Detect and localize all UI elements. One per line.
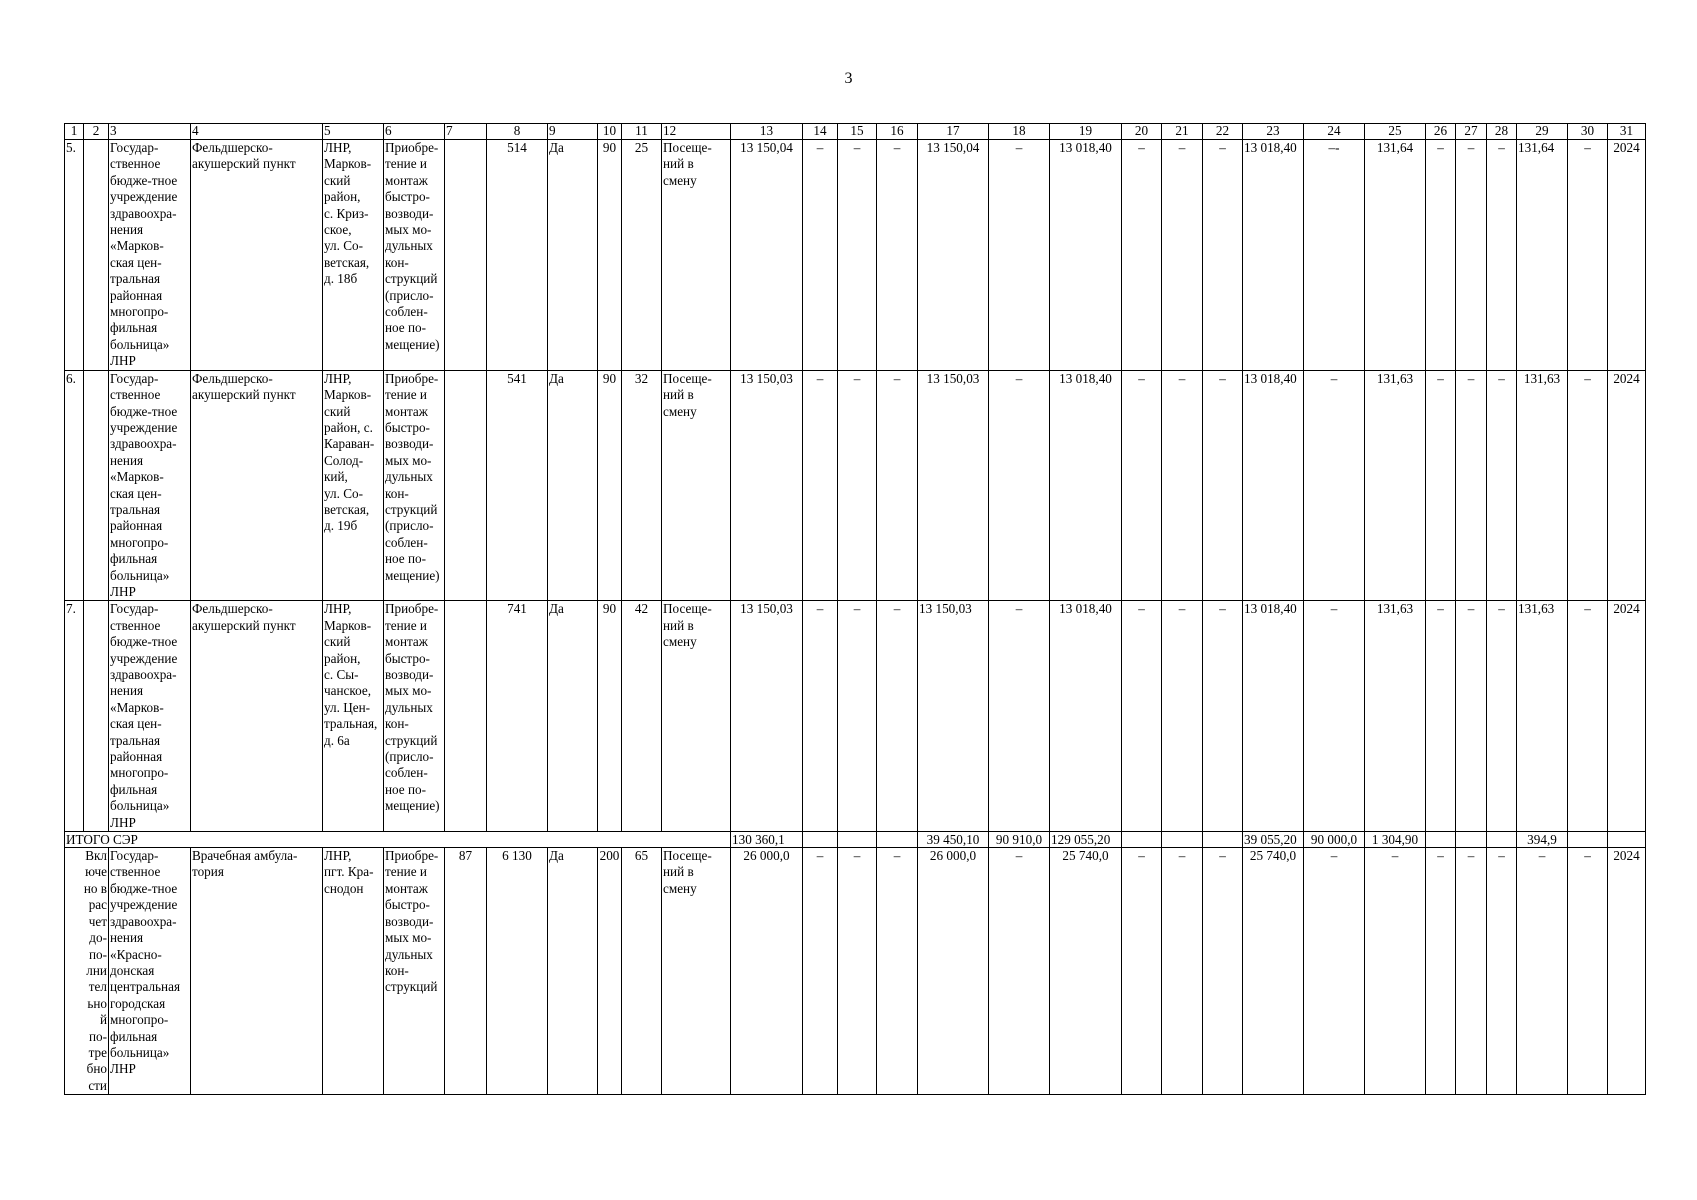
cell-19: 13 018,40	[1050, 140, 1122, 371]
cell-13: 13 150,03	[731, 370, 803, 601]
cell-12: Посеще- ний в смену	[662, 140, 731, 371]
cell-16: –	[877, 140, 918, 371]
cell-26: –	[1426, 848, 1456, 1095]
table-row	[65, 370, 1646, 601]
total-cell-17: 39 450,10	[918, 832, 989, 848]
header-cell: 4	[191, 124, 323, 140]
total-cell-27	[1456, 832, 1487, 848]
cell-17: 13 150,03	[918, 370, 989, 601]
table-row	[65, 601, 1646, 832]
cell-20: –	[1122, 848, 1162, 1095]
cell-21: –	[1162, 140, 1203, 371]
cell-14: –	[803, 140, 838, 371]
header-cell: 13	[731, 124, 803, 140]
cell-30: –	[1568, 848, 1608, 1095]
page-number: 3	[844, 70, 853, 87]
cell-25: –	[1365, 848, 1426, 1095]
header-cell: 23	[1243, 124, 1304, 140]
cell-7	[445, 140, 487, 371]
total-cell-25: 1 304,90	[1365, 832, 1426, 848]
organization-name: Государ- ственное бюдже-тное учреждение здравоохра- нения «Красно- донская центральная городская многопро- фильная больница» ЛНР	[109, 848, 191, 1095]
cell-31: 2024	[1608, 140, 1646, 371]
work-type: Приобре- тение и монтаж быстро- возводи- мых мо- дульных кон- струкций (присло- соблен- ное по- мещение)	[384, 140, 445, 371]
header-cell: 15	[838, 124, 877, 140]
cell-24: –	[1304, 848, 1365, 1095]
header-cell: 1	[65, 124, 84, 140]
table-row	[65, 140, 1646, 371]
cell-25: 131,63	[1365, 601, 1426, 832]
cell-29: 131,63	[1517, 370, 1568, 601]
row-note: Вкл юче но в рас чет до- по- лни тел ьно й по- тре бно сти	[65, 848, 109, 1095]
cell-10: 90	[598, 140, 622, 371]
cell-28: –	[1487, 370, 1517, 601]
cell-29: 131,63	[1517, 601, 1568, 832]
total-cell-14	[803, 832, 838, 848]
cell-13: 26 000,0	[731, 848, 803, 1095]
cell-21: –	[1162, 848, 1203, 1095]
row-number: 7.	[65, 601, 84, 832]
work-type: Приобре- тение и монтаж быстро- возводи- мых мо- дульных кон- струкций	[384, 848, 445, 1095]
total-cell-20	[1122, 832, 1162, 848]
cell-25: 131,64	[1365, 140, 1426, 371]
table-row	[65, 848, 1646, 1095]
total-cell-16	[877, 832, 918, 848]
facility-address: ЛНР, Марков- ский район, с. Криз- ское, ул. Со- ветская, д. 18б	[323, 140, 384, 371]
header-cell: 9	[548, 124, 598, 140]
cell-30: –	[1568, 370, 1608, 601]
cell-25: 131,63	[1365, 370, 1426, 601]
cell-12: Посеще- ний в смену	[662, 370, 731, 601]
cell-27: –	[1456, 848, 1487, 1095]
row-number: 5.	[65, 140, 84, 371]
total-cell-31	[1608, 832, 1646, 848]
cell-9: Да	[548, 848, 598, 1095]
document-table	[64, 123, 1646, 1095]
facility-type: Фельдшерско-акушерский пункт	[191, 370, 323, 601]
facility-address: ЛНР, Марков- ский район, с. Сы- чанское, ул. Цен- тральная, д. 6а	[323, 601, 384, 832]
facility-type: Фельдшерско-акушерский пункт	[191, 140, 323, 371]
cell-17: 13 150,04	[918, 140, 989, 371]
header-cell: 6	[384, 124, 445, 140]
total-cell-28	[1487, 832, 1517, 848]
cell-27: –	[1456, 601, 1487, 832]
header-cell: 24	[1304, 124, 1365, 140]
cell-11: 42	[622, 601, 662, 832]
cell-11: 65	[622, 848, 662, 1095]
cell-26: –	[1426, 601, 1456, 832]
organization-name: Государ- ственное бюдже-тное учреждение здравоохра- нения «Марков- ская цен- тральная районная многопро- фильная больница» ЛНР	[109, 601, 191, 832]
cell-20: –	[1122, 370, 1162, 601]
cell-14: –	[803, 370, 838, 601]
header-cell: 21	[1162, 124, 1203, 140]
cell-19: 13 018,40	[1050, 601, 1122, 832]
cell-23: 13 018,40	[1243, 370, 1304, 601]
facility-address: ЛНР, Марков- ский район, с. Караван- Солод- кий, ул. Со- ветская, д. 19б	[323, 370, 384, 601]
organization-name: Государ- ственное бюдже-тное учреждение здравоохра- нения «Марков- ская цен- тральная районная многопро- фильная больница» ЛНР	[109, 370, 191, 601]
cell-11: 25	[622, 140, 662, 371]
total-cell-22	[1203, 832, 1243, 848]
cell-28: –	[1487, 848, 1517, 1095]
cell-24: –	[1304, 370, 1365, 601]
cell-15: –	[838, 848, 877, 1095]
header-cell: 5	[323, 124, 384, 140]
header-cell: 31	[1608, 124, 1646, 140]
organization-name: Государ- ственное бюдже-тное учреждение здравоохра- нения «Марков- ская цен- тральная районная многопро- фильная больница» ЛНР	[109, 140, 191, 371]
facility-address: ЛНР, пгт. Кра- снодон	[323, 848, 384, 1095]
cell-22: –	[1203, 848, 1243, 1095]
cell-7: 87	[445, 848, 487, 1095]
cell-22: –	[1203, 601, 1243, 832]
header-cell: 18	[989, 124, 1050, 140]
cell-19: 13 018,40	[1050, 370, 1122, 601]
cell-18: –	[989, 370, 1050, 601]
total-cell-30	[1568, 832, 1608, 848]
cell-24: –-	[1304, 140, 1365, 371]
cell-30: –	[1568, 140, 1608, 371]
cell-18: –	[989, 601, 1050, 832]
cell-10: 200	[598, 848, 622, 1095]
row-number: 6.	[65, 370, 84, 601]
cell-17: 26 000,0	[918, 848, 989, 1095]
header-cell: 2	[84, 124, 109, 140]
cell-31: 2024	[1608, 848, 1646, 1095]
cell-9: Да	[548, 601, 598, 832]
total-cell-15	[838, 832, 877, 848]
header-cell: 29	[1517, 124, 1568, 140]
cell-29: 131,64	[1517, 140, 1568, 371]
cell-15: –	[838, 601, 877, 832]
cell-20: –	[1122, 601, 1162, 832]
cell-12: Посеще- ний в смену	[662, 601, 731, 832]
cell-17: 13 150,03	[918, 601, 989, 832]
header-cell: 7	[445, 124, 487, 140]
header-cell: 8	[487, 124, 548, 140]
cell-26: –	[1426, 370, 1456, 601]
cell-14: –	[803, 601, 838, 832]
cell-7	[445, 601, 487, 832]
cell-19: 25 740,0	[1050, 848, 1122, 1095]
cell-31: 2024	[1608, 601, 1646, 832]
total-cell-21	[1162, 832, 1203, 848]
cell-15: –	[838, 370, 877, 601]
cell-21: –	[1162, 370, 1203, 601]
header-cell: 3	[109, 124, 191, 140]
cell-31: 2024	[1608, 370, 1646, 601]
cell-14: –	[803, 848, 838, 1095]
header-cell: 28	[1487, 124, 1517, 140]
cell-21: –	[1162, 601, 1203, 832]
header-cell: 14	[803, 124, 838, 140]
cell-27: –	[1456, 140, 1487, 371]
header-cell: 26	[1426, 124, 1456, 140]
facility-type: Врачебная амбула-тория	[191, 848, 323, 1095]
row-note	[84, 140, 109, 371]
cell-24: –	[1304, 601, 1365, 832]
work-type: Приобре- тение и монтаж быстро- возводи- мых мо- дульных кон- струкций (присло- соблен- ное по- мещение)	[384, 370, 445, 601]
cell-9: Да	[548, 370, 598, 601]
total-cell-26	[1426, 832, 1456, 848]
cell-15: –	[838, 140, 877, 371]
cell-23: 25 740,0	[1243, 848, 1304, 1095]
total-row	[65, 832, 1646, 848]
cell-10: 90	[598, 601, 622, 832]
total-cell-13: 130 360,1	[731, 832, 803, 848]
cell-16: –	[877, 848, 918, 1095]
cell-18: –	[989, 140, 1050, 371]
cell-13: 13 150,04	[731, 140, 803, 371]
header-cell: 12	[662, 124, 731, 140]
row-note	[84, 370, 109, 601]
cell-18: –	[989, 848, 1050, 1095]
cell-16: –	[877, 601, 918, 832]
header-cell: 11	[622, 124, 662, 140]
cell-30: –	[1568, 601, 1608, 832]
cell-28: –	[1487, 140, 1517, 371]
header-cell: 16	[877, 124, 918, 140]
total-cell-23: 39 055,20	[1243, 832, 1304, 848]
total-cell-18: 90 910,0	[989, 832, 1050, 848]
cell-8: 541	[487, 370, 548, 601]
total-cell-19: 129 055,20	[1050, 832, 1122, 848]
work-type: Приобре- тение и монтаж быстро- возводи- мых мо- дульных кон- струкций (присло- соблен- ное по- мещение)	[384, 601, 445, 832]
cell-20: –	[1122, 140, 1162, 371]
cell-10: 90	[598, 370, 622, 601]
cell-27: –	[1456, 370, 1487, 601]
header-row	[65, 124, 1646, 140]
cell-22: –	[1203, 140, 1243, 371]
cell-11: 32	[622, 370, 662, 601]
cell-8: 6 130	[487, 848, 548, 1095]
cell-8: 514	[487, 140, 548, 371]
header-cell: 27	[1456, 124, 1487, 140]
cell-22: –	[1203, 370, 1243, 601]
header-cell: 20	[1122, 124, 1162, 140]
cell-7	[445, 370, 487, 601]
cell-13: 13 150,03	[731, 601, 803, 832]
header-cell: 30	[1568, 124, 1608, 140]
header-cell: 10	[598, 124, 622, 140]
header-cell: 25	[1365, 124, 1426, 140]
cell-9: Да	[548, 140, 598, 371]
cell-29: –	[1517, 848, 1568, 1095]
row-note	[84, 601, 109, 832]
header-cell: 22	[1203, 124, 1243, 140]
header-cell: 19	[1050, 124, 1122, 140]
total-cell-24: 90 000,0	[1304, 832, 1365, 848]
cell-26: –	[1426, 140, 1456, 371]
total-cell-29: 394,9	[1517, 832, 1568, 848]
cell-23: 13 018,40	[1243, 601, 1304, 832]
cell-23: 13 018,40	[1243, 140, 1304, 371]
facility-type: Фельдшерско-акушерский пункт	[191, 601, 323, 832]
header-cell: 17	[918, 124, 989, 140]
cell-8: 741	[487, 601, 548, 832]
cell-28: –	[1487, 601, 1517, 832]
cell-16: –	[877, 370, 918, 601]
cell-12: Посеще- ний в смену	[662, 848, 731, 1095]
total-label: ИТОГО СЭР	[65, 832, 731, 848]
